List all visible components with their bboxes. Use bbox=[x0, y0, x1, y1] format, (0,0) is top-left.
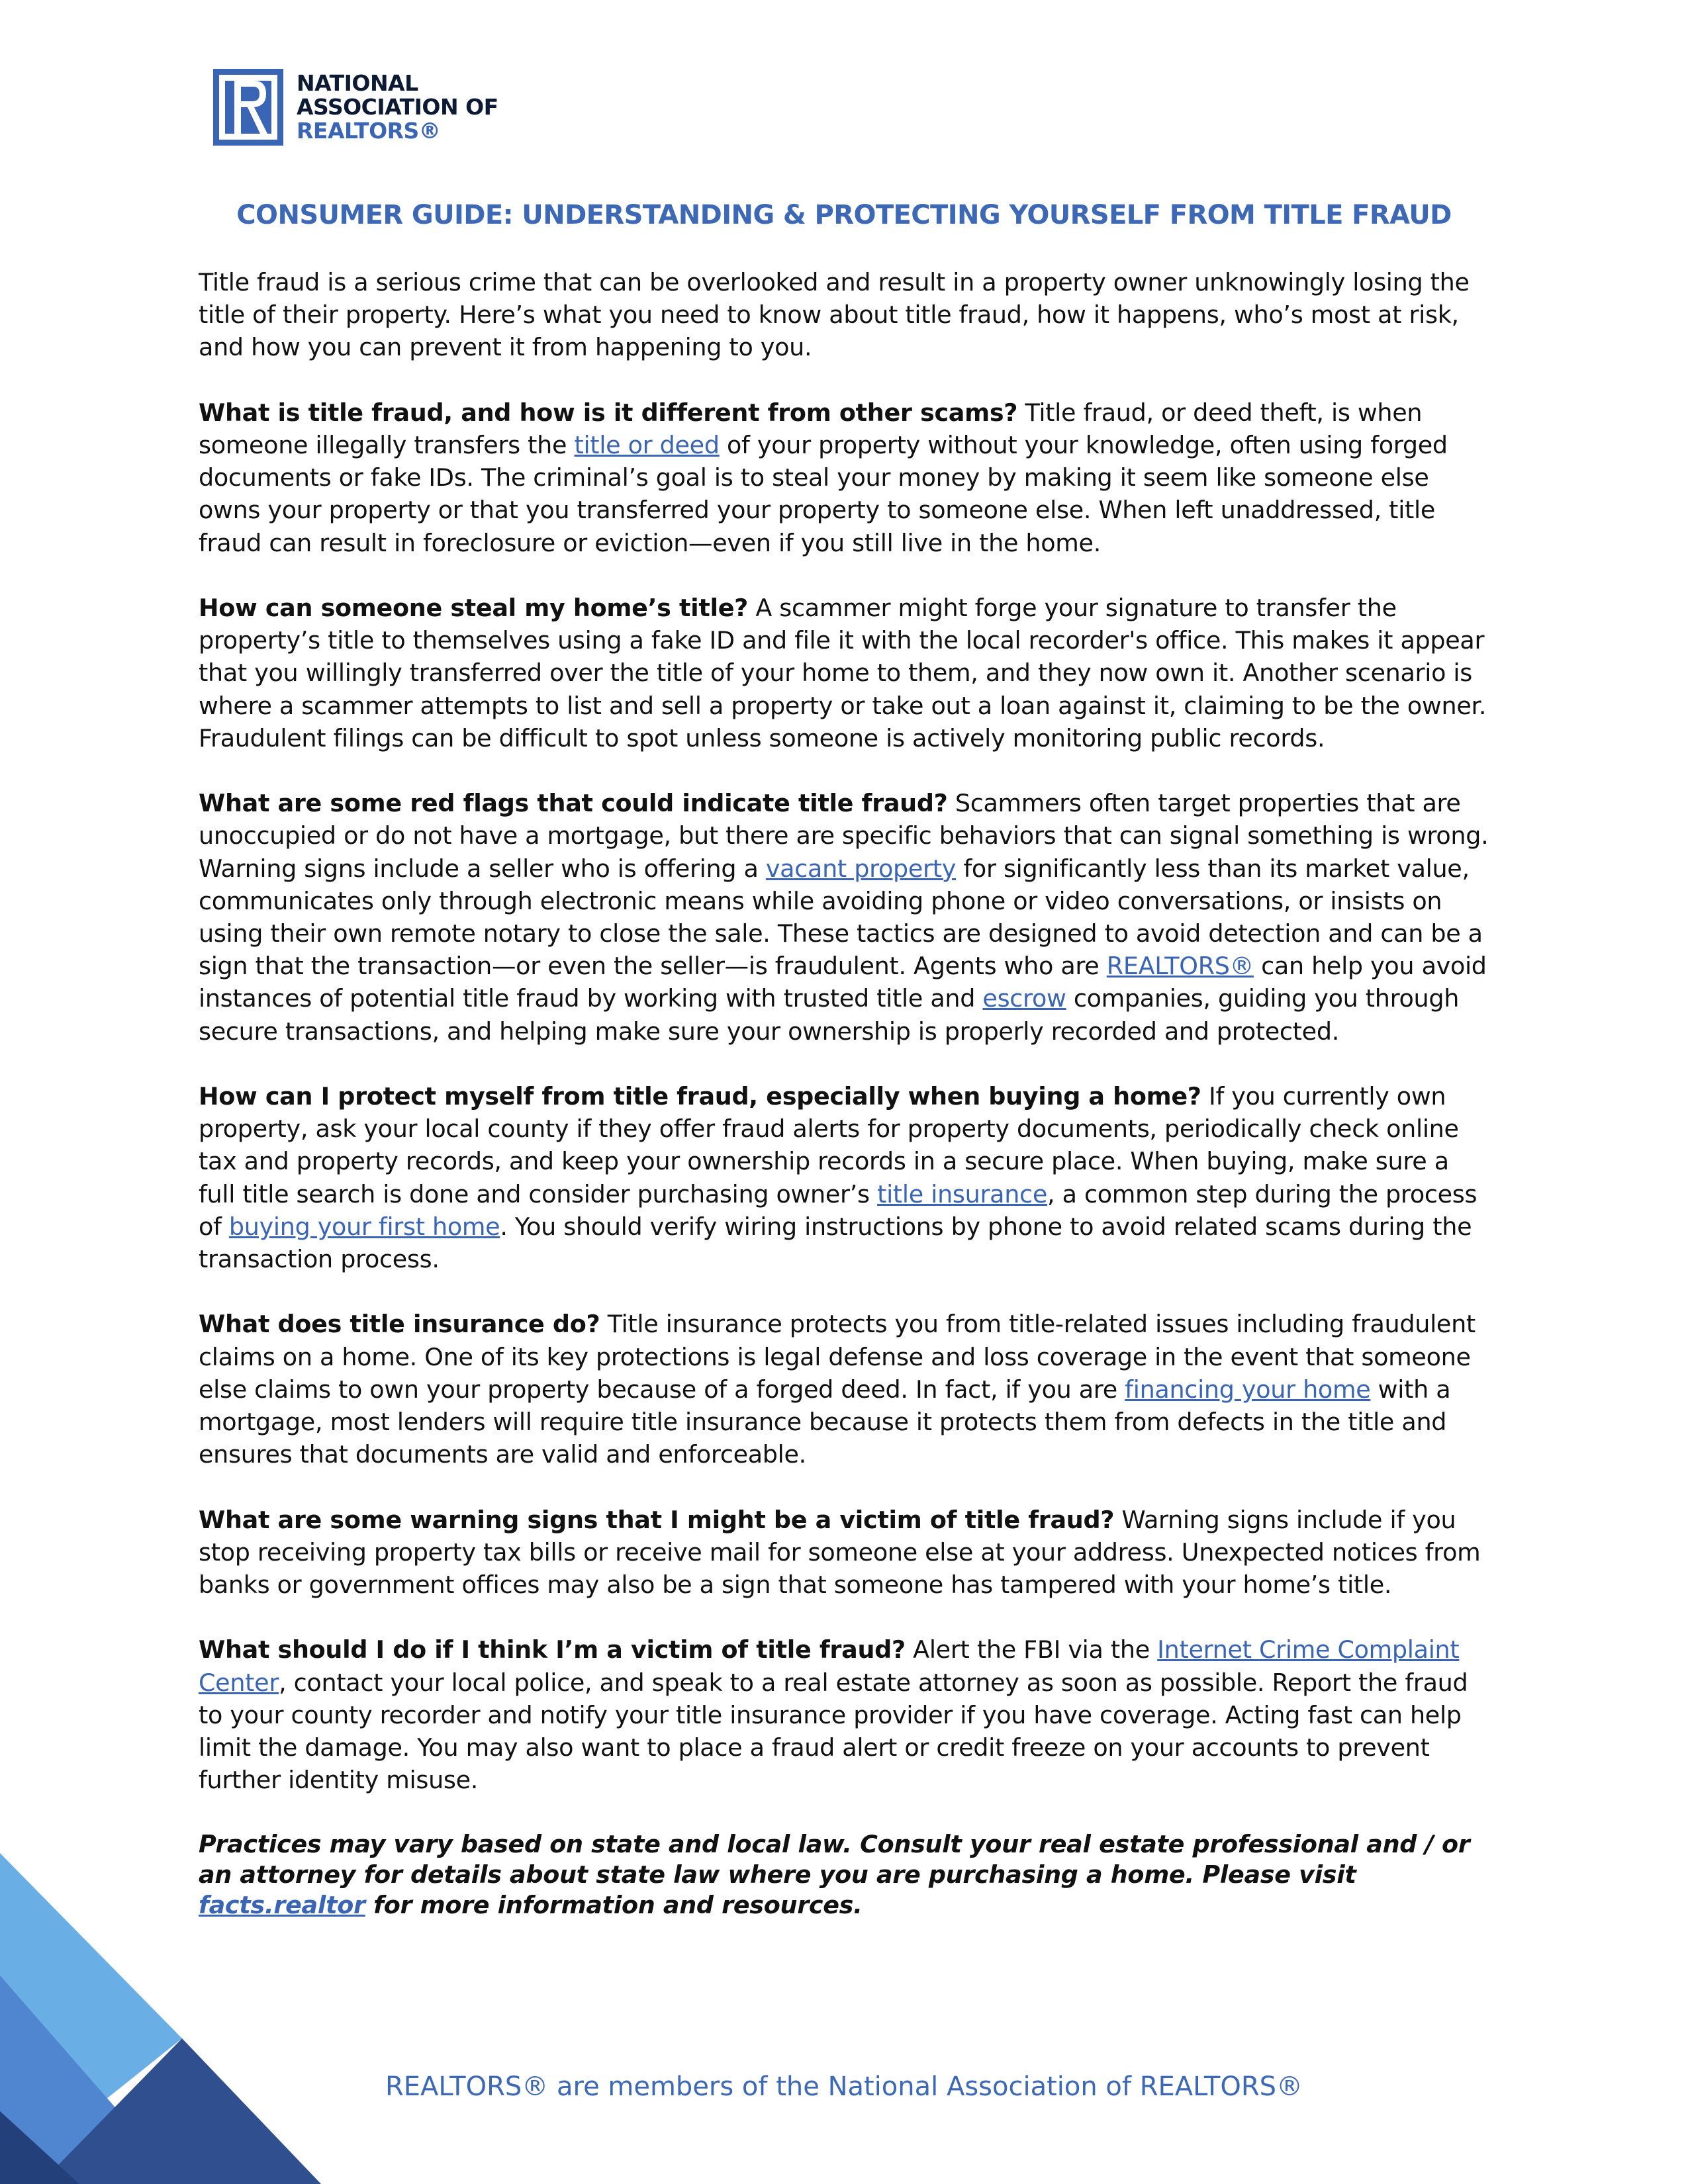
section-red-flags bbox=[199, 787, 1492, 1048]
section-text: with a mortgage, most lenders will require title insurance because it protects them from defects in the title and ensures that documents are valid and enforceable. bbox=[199, 1375, 1451, 1469]
section-text: Title insurance protects you from title-related issues including fraudulent claims on a home. One of its key protections is legal defense and loss coverage in the event that someone else claims to own your property because of a forged deed. In fact, if you are bbox=[199, 1310, 1476, 1404]
corner-triangles-decoration bbox=[0, 1853, 331, 2184]
section-warning-signs bbox=[199, 1504, 1492, 1602]
link-buying-first-home[interactable]: buying your first home bbox=[228, 1212, 500, 1241]
link-title-insurance[interactable]: title insurance bbox=[877, 1179, 1047, 1208]
section-protect-yourself bbox=[199, 1080, 1492, 1275]
guide-content bbox=[199, 266, 1492, 1953]
section-text: . You should verify wiring instructions by phone to avoid related scams during the transaction process. bbox=[199, 1212, 1472, 1274]
section-text: companies, guiding you through secure transactions, and helping make sure your ownership is properly recorded and protected. bbox=[199, 984, 1460, 1046]
disclaimer-text: for more information and resources. bbox=[365, 1890, 863, 1919]
realtor-r-logo-icon bbox=[213, 69, 283, 146]
section-text: Scammers often target properties that are unoccupied or do not have a mortgage, but there are specific behaviors that can signal something is wrong. Warning signs include a seller who is offering a bbox=[199, 789, 1489, 883]
link-financing-your-home[interactable]: financing your home bbox=[1125, 1375, 1371, 1404]
disclaimer-text: Practices may vary based on state and local law. Consult your real estate professional and / or an attorney for details about state law where you are purchasing a home. Please visit bbox=[199, 1829, 1470, 1889]
intro-paragraph: Title fraud is a serious crime that can be overlooked and result in a property owner unknowingly losing the title of their property. Here’s what you need to know about title fraud, how it happens, who’s most at risk, and how you can prevent it from happening to you. bbox=[199, 268, 1470, 362]
logo-line-1: NATIONAL bbox=[297, 70, 418, 96]
section-text: can help you avoid instances of potential title fraud by working with trusted title and bbox=[199, 952, 1487, 1013]
section-text: , a common step during the process of bbox=[199, 1179, 1477, 1241]
section-question: How can I protect myself from title fraud, especially when buying a home? bbox=[199, 1082, 1201, 1111]
section-text: , contact your local police, and speak to a real estate attorney as soon as possible. Report the fraud to your county recorder and notify your title insurance provider if you have coverage. Acting fast can help limit the damage. You may also want to place a fraud alert or credit freeze on your accounts to prevent further identity misuse. bbox=[199, 1668, 1468, 1795]
link-vacant-property[interactable]: vacant property bbox=[765, 854, 957, 883]
section-question: What are some warning signs that I might be a victim of title fraud? bbox=[199, 1505, 1115, 1534]
footer-tagline: REALTORS® are members of the National Association of REALTORS® bbox=[385, 2071, 1303, 2102]
link-internet-crime-complaint-center[interactable]: Internet Crime Complaint Center bbox=[199, 1635, 1460, 1697]
section-how-steal-title bbox=[199, 592, 1492, 754]
link-realtors[interactable]: REALTORS® bbox=[1106, 952, 1254, 981]
section-question: What does title insurance do? bbox=[199, 1310, 600, 1339]
section-text: If you currently own property, ask your local county if they offer fraud alerts for property documents, periodically check online tax and property records, and keep your ownership records in a secure place. When buying, make sure a full title search is done and consider purchasing owner’s bbox=[199, 1082, 1459, 1208]
section-text: Alert the FBI via the bbox=[905, 1635, 1158, 1664]
section-text: Title fraud, or deed theft, is when someone illegally transfers the bbox=[199, 398, 1423, 459]
section-text: of your property without your knowledge, often using forged documents or fake IDs. The criminal’s goal is to steal your money by making it seem like someone else owns your property or that you transferred your property to someone else. When left unaddressed, title fraud can result in foreclosure or eviction—even if you still live in the home. bbox=[199, 431, 1448, 557]
section-what-to-do bbox=[199, 1633, 1492, 1796]
section-title-insurance bbox=[199, 1308, 1492, 1471]
disclaimer bbox=[199, 1829, 1492, 1921]
section-question: What is title fraud, and how is it different from other scams? bbox=[199, 398, 1018, 427]
logo-line-3: REALTORS® bbox=[297, 118, 441, 144]
link-facts-realtor[interactable]: facts.realtor bbox=[199, 1890, 365, 1919]
section-what-is-title-fraud bbox=[199, 396, 1492, 559]
section-question: How can someone steal my home’s title? bbox=[199, 594, 749, 622]
section-text: for significantly less than its market value, communicates only through electronic means while avoiding phone or video conversations, or insists on using their own remote notary to close the sale. These tactics are designed to avoid detection and can be a sign that the transaction—or even the seller—is fraudulent. Agents who are bbox=[199, 854, 1483, 981]
section-question: What should I do if I think I’m a victim of title fraud? bbox=[199, 1635, 906, 1664]
logo-line-2: ASSOCIATION OF bbox=[297, 94, 498, 120]
link-title-or-deed[interactable]: title or deed bbox=[574, 431, 720, 459]
logo-wordmark bbox=[297, 71, 498, 143]
link-escrow[interactable]: escrow bbox=[982, 984, 1066, 1013]
section-text: Warning signs include if you stop receiving property tax bills or receive mail for someone else at your address. Unexpected notices from banks or government offices may also be a sign that someone has tampered with your home’s title. bbox=[199, 1505, 1481, 1600]
nar-logo bbox=[213, 69, 498, 146]
section-question: What are some red flags that could indicate title fraud? bbox=[199, 789, 948, 818]
section-text: A scammer might forge your signature to transfer the property’s title to themselves using a fake ID and file it with the local recorder's office. This makes it appear that you willingly transferred over the title of your home to them, and they now own it. Another scenario is where a scammer attempts to list and sell a property or take out a loan against it, claiming to be the owner. Fraudulent filings can be difficult to spot unless someone is actively monitoring public records. bbox=[199, 594, 1487, 752]
page-title: CONSUMER GUIDE: UNDERSTANDING & PROTECTING YOURSELF FROM TITLE FRAUD bbox=[236, 200, 1452, 230]
